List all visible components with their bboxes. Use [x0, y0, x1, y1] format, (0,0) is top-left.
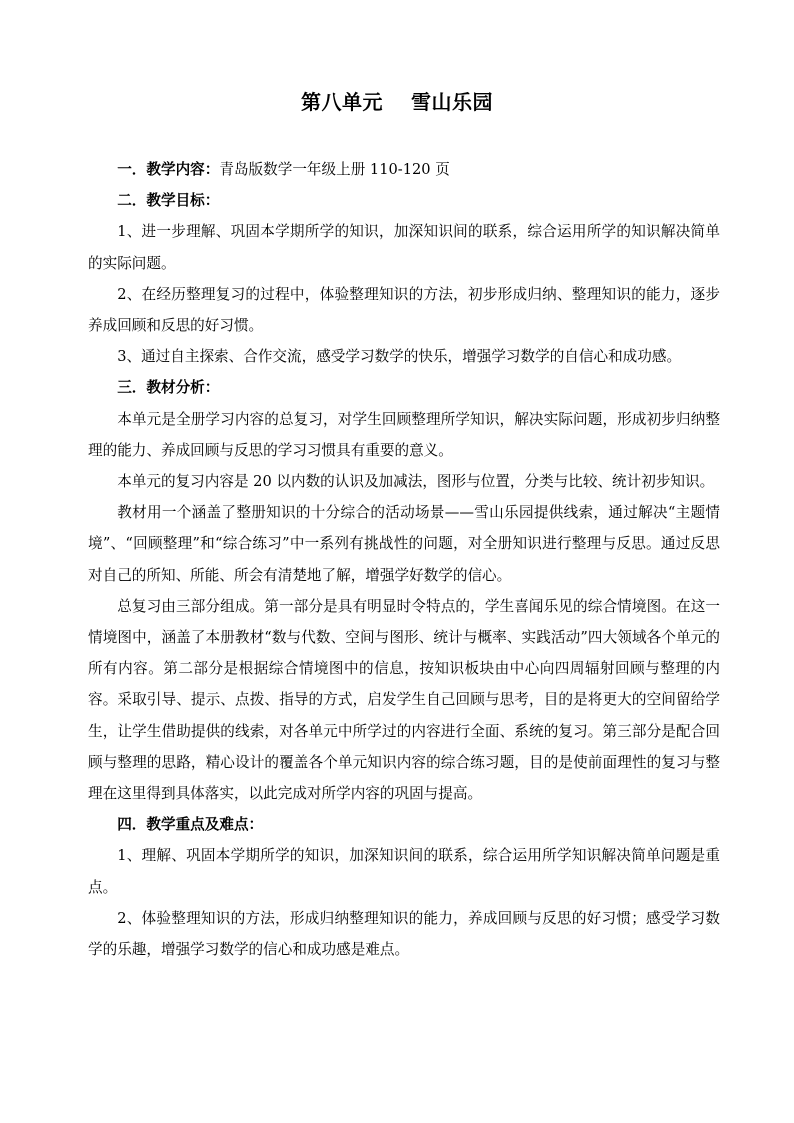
section-heading: 一．教学内容：: [117, 161, 220, 178]
document-body: [88, 154, 720, 965]
analysis-paragraph: 总复习由三部分组成。第一部分是具有明显时令特点的，学生喜闻乐见的综合情境图。在这一情境图中，涵盖了本册教材“数与代数、空间与图形、统计与概率、实践活动”四大领域各个单元的所有内容。第二部分是根据综合情境图中的信息，按知识板块由中心向四周辐射回顾与整理的内容。采取引导、提示、点拨、指导的方式，启发学生自己回顾与思考，目的是将更大的空间留给学生，让学生借助提供的线索，对各单元中所学过的内容进行全面、系统的复习。第三部分是配合回顾与整理的思路，精心设计的覆盖各个单元知识内容的综合练习题，目的是使前面理性的复习与整理在这里得到具体落实，以此完成对所学内容的巩固与提高。: [88, 597, 720, 803]
key-point-item: 1、理解、巩固本学期所学的知识，加深知识间的联系，综合运用所学知识解决简单问题是重点。: [88, 847, 720, 896]
section-heading: 三．教材分析：: [117, 379, 220, 397]
analysis-paragraph: 本单元的复习内容是 20 以内数的认识及加减法，图形与位置，分类与比较、统计初步知识。: [117, 473, 715, 491]
analysis-paragraph: 教材用一个涵盖了整册知识的十分综合的活动场景——雪山乐园提供线索，通过解决“主题情境”、“回顾整理”和“综合练习”中一系列有挑战性的问题，对全册知识进行整理与反思。通过反思对自己的所知、所能、所会有清楚地了解，增强学好数学的信心。: [88, 504, 720, 584]
document-title: 第八单元 雪山乐园: [301, 90, 493, 114]
goal-item: 3、通过自主探索、合作交流，感受学习数学的快乐，增强学习数学的自信心和成功感。: [117, 348, 682, 366]
section-heading: 二．教学目标：: [117, 192, 220, 210]
goal-item: 2、在经历整理复习的过程中，体验整理知识的方法，初步形成归纳、整理知识的能力，逐步养成回顾和反思的好习惯。: [88, 285, 720, 335]
section-heading: 四．教学重点及难点：: [117, 816, 264, 834]
section-teaching-goals: [88, 185, 720, 216]
section-material-analysis: [88, 372, 720, 403]
key-point-item: 2、体验整理知识的方法，形成归纳整理知识的能力，养成回顾与反思的好习惯；感受学习数学的乐趣，增强学习数学的信心和成功感是难点。: [88, 909, 720, 959]
analysis-paragraph: 本单元是全册学习内容的总复习，对学生回顾整理所学知识，解决实际问题，形成初步归纳整理的能力、养成回顾与反思的学习习惯具有重要的意义。: [88, 410, 720, 459]
goal-item: 1、进一步理解、巩固本学期所学的知识，加深知识间的联系，综合运用所学的知识解决简单的实际问题。: [88, 223, 720, 272]
section-key-points: [88, 809, 720, 840]
section-text: 青岛版数学一年级上册 110-120 页: [219, 161, 450, 178]
section-teaching-content: [88, 154, 720, 185]
